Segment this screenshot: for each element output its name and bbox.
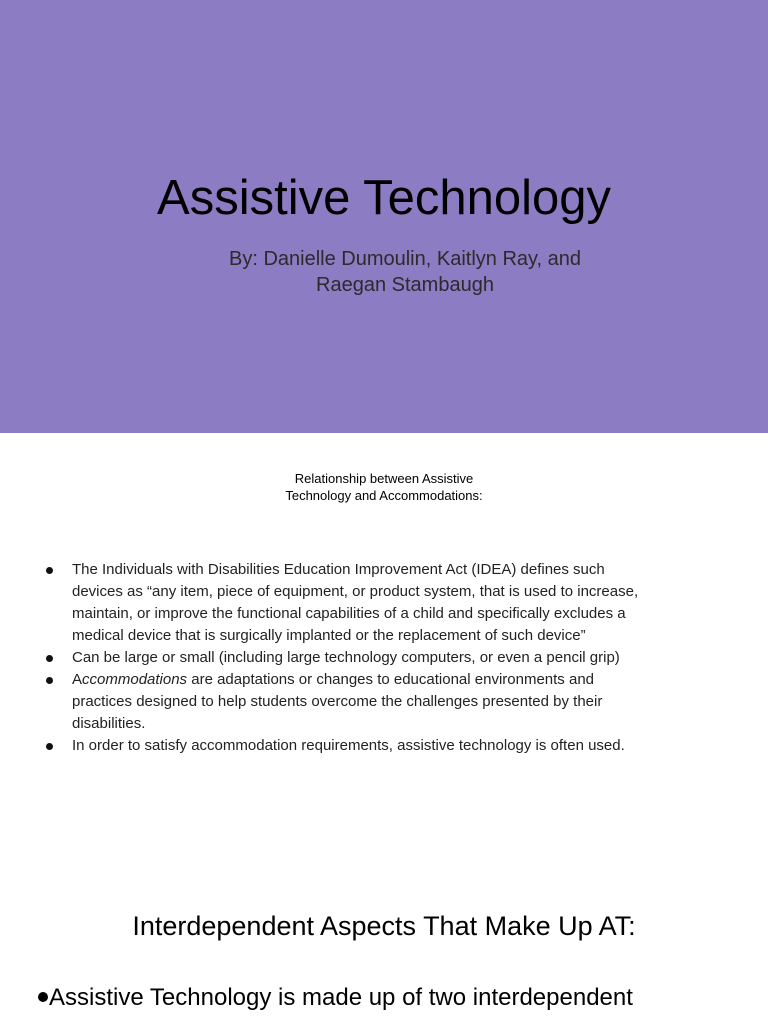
relationship-heading [234,470,534,504]
bullet-line: Can be large or small (including large technology computers, or even a pencil grip) [72,649,620,666]
authors-byline [200,246,610,298]
relationship-heading-line-2: Technology and Accommodations: [285,488,483,503]
aspects-bullet [38,983,758,1013]
bullet-requirements [72,735,732,757]
byline-line-2: Raegan Stambaugh [316,274,494,296]
bullet-line: practices designed to help students overcome the challenges presented by their [72,693,603,710]
bullet-line: devices as “any item, piece of equipment, or product system, that is used to increase, [72,583,639,600]
bullet-dot-icon [38,992,48,1002]
bullet-idea-definition [72,559,732,647]
presentation-title: Assistive Technology [157,171,611,225]
accommodations-italic: ccommodations [82,671,188,688]
bullet-accommodations [72,669,732,735]
aspects-bullet-text: Assistive Technology is made up of two interdependent [49,984,633,1011]
bullet-line: medical device that is surgically implanted or the replacement of such device” [72,627,586,644]
bullet-line-first [72,669,732,691]
aspects-title: Interdependent Aspects That Make Up AT: [132,911,636,941]
byline-line-1: By: Danielle Dumoulin, Kaitlyn Ray, and [228,248,582,270]
aspects-slide [0,863,768,1024]
bullet-size [72,647,732,669]
title-slide [0,0,768,433]
relationship-heading-line-1: Relationship between Assistive [294,471,474,486]
bullet-line: disabilities. [72,715,146,732]
bullet-line: In order to satisfy accommodation requirements, assistive technology is often used. [72,737,625,754]
relationship-bullet-list [72,559,732,757]
bullet-line: maintain, or improve the functional capabilities of a child and specifically excludes a [72,605,626,622]
relationship-slide [0,433,768,863]
accommodations-rest: are adaptations or changes to educational environments and [187,671,595,688]
accommodations-prefix: A [72,671,83,688]
bullet-line: The Individuals with Disabilities Education Improvement Act (IDEA) defines such [72,561,605,578]
